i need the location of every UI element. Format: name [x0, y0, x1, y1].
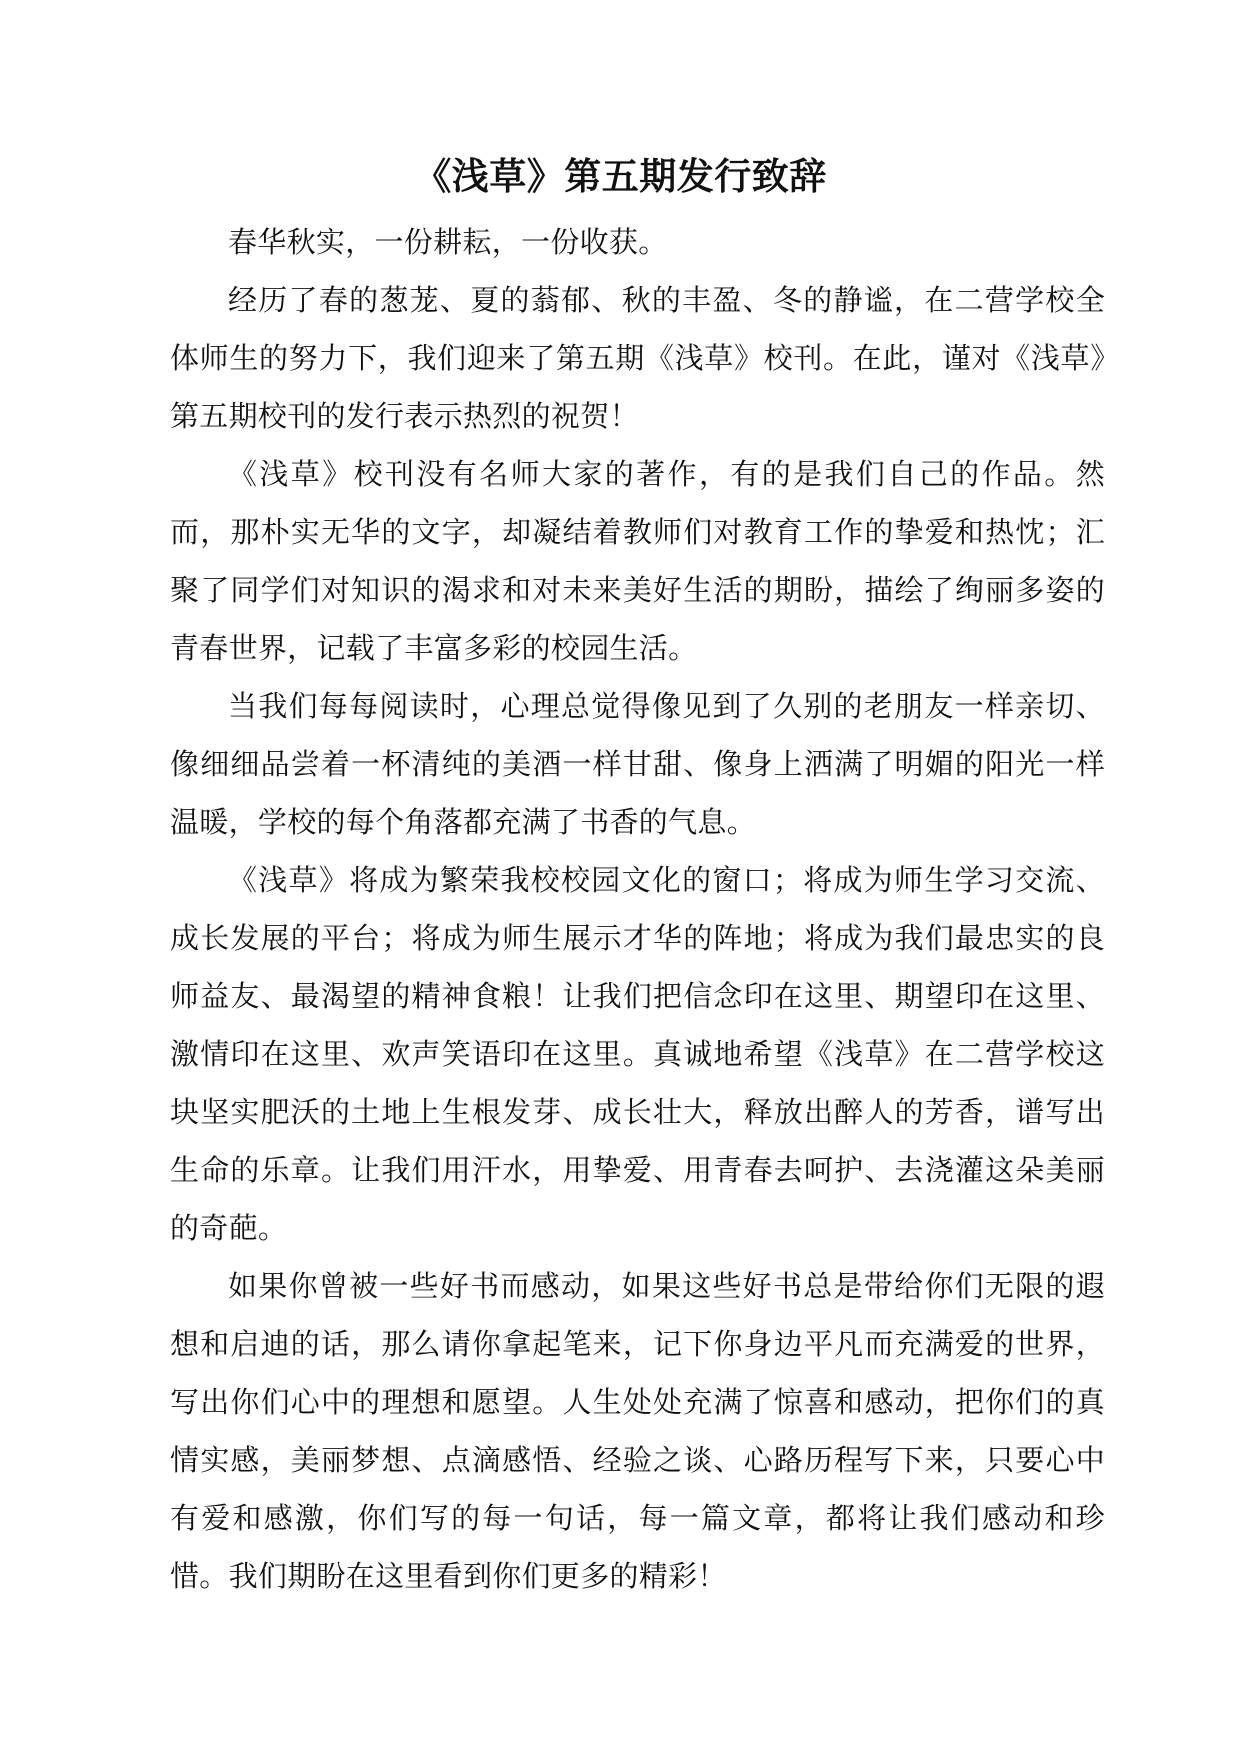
paragraph: 经历了春的葱茏、夏的蓊郁、秋的丰盈、冬的静谧，在二营学校全体师生的努力下，我们迎来了第五期《浅草》校刊。在此，谨对《浅草》第五期校刊的发行表示热烈的祝贺！ [170, 283, 1105, 433]
document-body [170, 213, 1105, 1605]
paragraph: 《浅草》校刊没有名师大家的著作，有的是我们自己的作品。然而，那朴实无华的文字，却凝结着教师们对教育工作的挚爱和热忱；汇聚了同学们对知识的渴求和对未来美好生活的期盼，描绘了绚丽多姿的青春世界，记载了丰富多彩的校园生活。 [170, 457, 1105, 665]
paragraph: 《浅草》将成为繁荣我校校园文化的窗口；将成为师生学习交流、成长发展的平台；将成为师生展示才华的阵地；将成为我们最忠实的良师益友、最渴望的精神食粮！让我们把信念印在这里、期望印在这里、激情印在这里、欢声笑语印在这里。真诚地希望《浅草》在二营学校这块坚实肥沃的土地上生根发芽、成长壮大，释放出醉人的芳香，谱写出生命的乐章。让我们用汗水，用挚爱、用青春去呵护、去浇灌这朵美丽的奇葩。 [170, 863, 1105, 1245]
paragraph: 如果你曾被一些好书而感动，如果这些好书总是带给你们无限的遐想和启迪的话，那么请你拿起笔来，记下你身边平凡而充满爱的世界，写出你们心中的理想和愿望。人生处处充满了惊喜和感动，把你们的真情实感，美丽梦想、点滴感悟、经验之谈、心路历程写下来，只要心中有爱和感激，你们写的每一句话，每一篇文章，都将让我们感动和珍惜。我们期盼在这里看到你们更多的精彩！ [170, 1269, 1105, 1593]
paragraph: 春华秋实，一份耕耘，一份收获。 [228, 225, 668, 259]
document-title: 《浅草》第五期发行致辞 [414, 154, 827, 198]
paragraph: 当我们每每阅读时，心理总觉得像见到了久别的老朋友一样亲切、像细细品尝着一杯清纯的美酒一样甘甜、像身上洒满了明媚的阳光一样温暖，学校的每个角落都充满了书香的气息。 [170, 689, 1105, 839]
